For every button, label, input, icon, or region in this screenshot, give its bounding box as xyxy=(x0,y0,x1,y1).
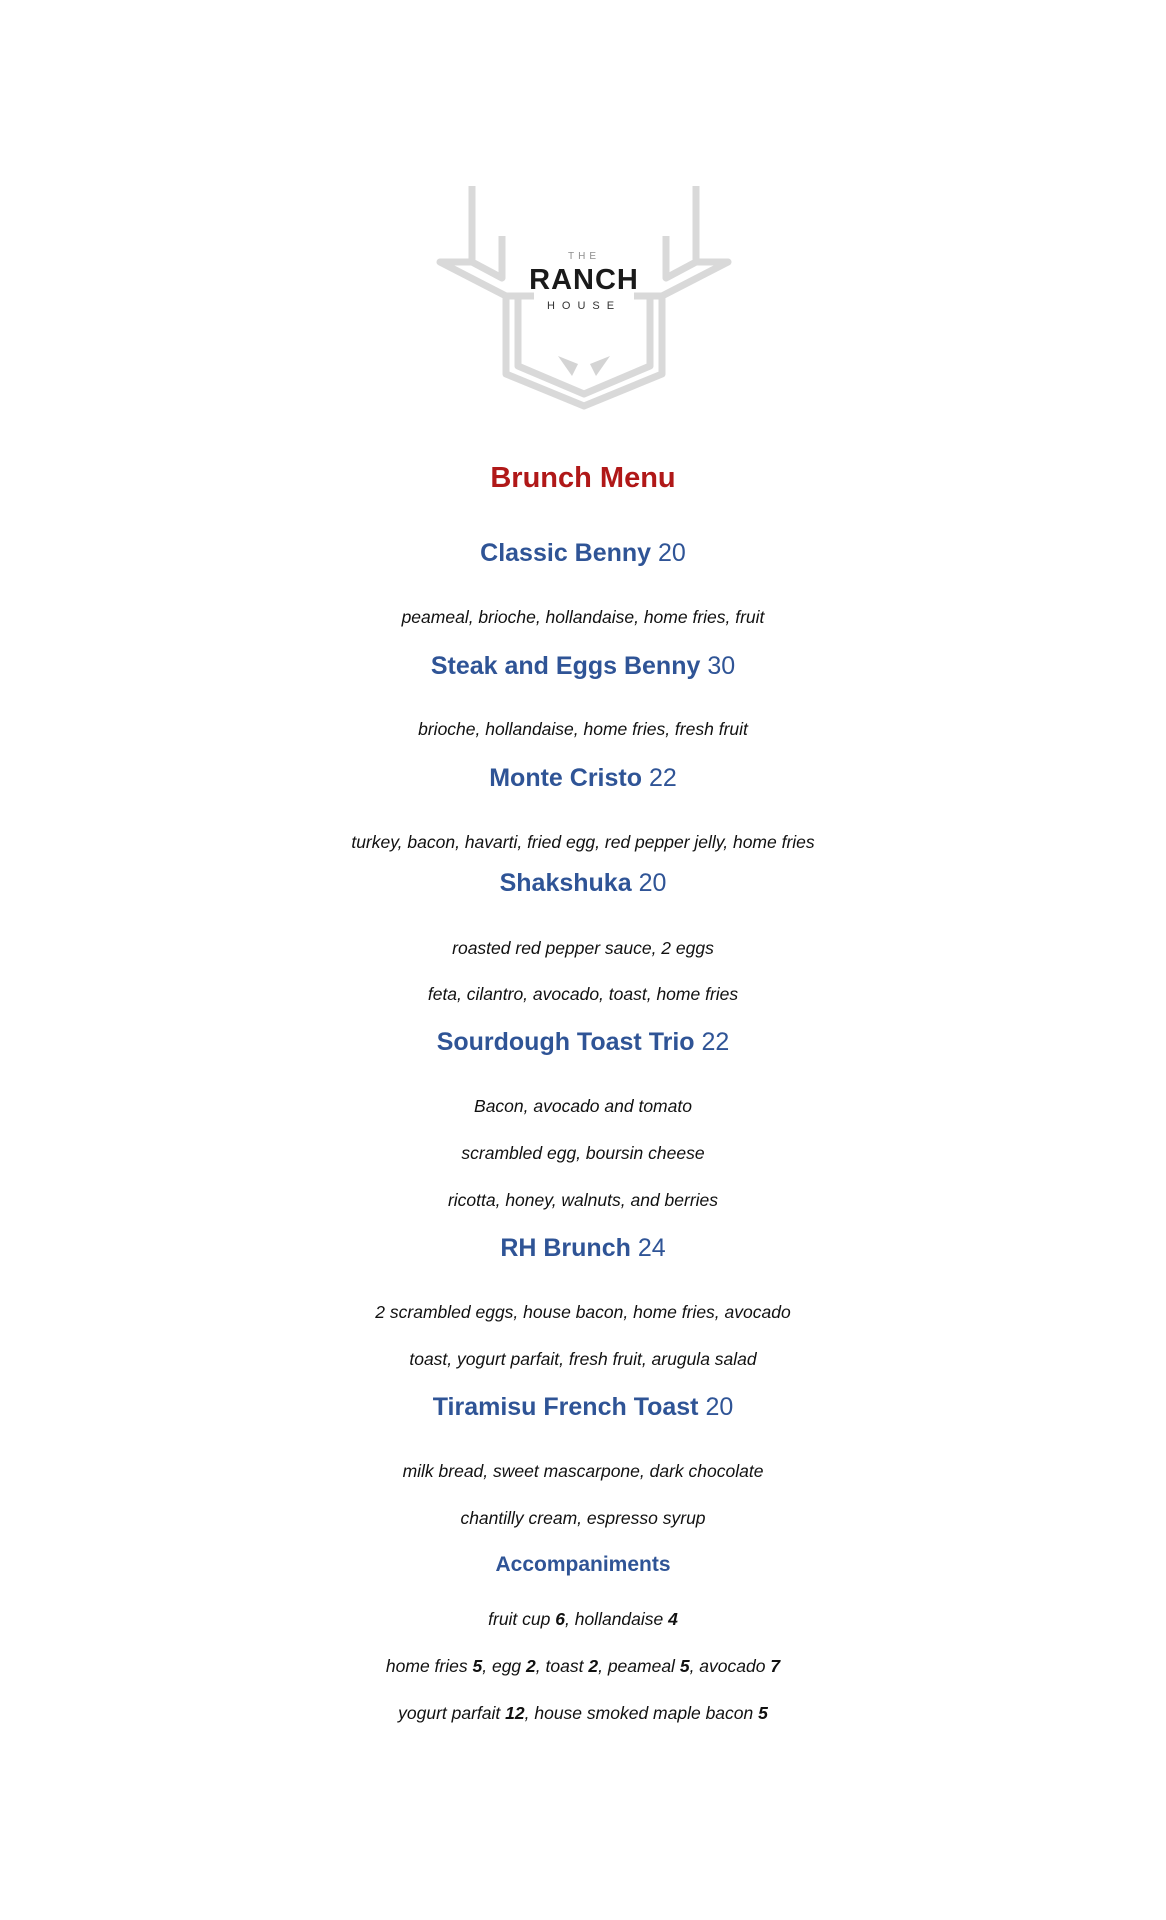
menu-item-price: 20 xyxy=(705,1393,734,1421)
menu-item-heading xyxy=(0,869,1166,898)
menu-item-price: 30 xyxy=(707,652,736,680)
accompaniment-price: 6 xyxy=(555,1609,565,1629)
accompaniment-name: egg xyxy=(491,1656,522,1676)
accompaniment-name: yogurt parfait xyxy=(398,1703,501,1723)
menu-item-heading xyxy=(0,539,1166,568)
menu-item-description: Bacon, avocado and tomato xyxy=(474,1096,692,1116)
accompaniment-name: avocado xyxy=(699,1656,766,1676)
menu-item-heading xyxy=(0,1393,1166,1422)
menu-item-description: milk bread, sweet mascarpone, dark chocolate xyxy=(402,1461,764,1481)
menu-item-price: 24 xyxy=(637,1234,666,1262)
menu-item-name: Tiramisu French Toast xyxy=(432,1393,699,1421)
accompaniment-price: 5 xyxy=(472,1656,483,1676)
accompaniment-name: toast xyxy=(545,1656,584,1676)
accompaniment-price: 2 xyxy=(588,1656,599,1676)
accompaniment-price: 5 xyxy=(758,1703,768,1723)
menu-item-heading xyxy=(0,652,1166,681)
logo-house-text: HOUSE xyxy=(546,300,622,312)
accompaniment-name: hollandaise xyxy=(574,1609,664,1629)
menu-item-description: chantilly cream, espresso syrup xyxy=(460,1508,706,1528)
menu-item-price: 20 xyxy=(638,869,667,897)
menu-item-description: feta, cilantro, avocado, toast, home fries xyxy=(427,984,739,1004)
menu-item-heading xyxy=(0,764,1166,793)
menu-item-description: roasted red pepper sauce, 2 eggs xyxy=(452,938,714,958)
menu-item-description: ricotta, honey, walnuts, and berries xyxy=(447,1190,719,1210)
accompaniment-price: 12 xyxy=(505,1703,525,1723)
menu-item-heading xyxy=(0,1028,1166,1057)
menu-title: Brunch Menu xyxy=(490,462,676,494)
menu-item-description: 2 scrambled eggs, house bacon, home fries, avocado xyxy=(375,1302,791,1322)
menu-item-name: RH Brunch xyxy=(500,1234,631,1262)
accompaniments-line: yogurt parfait 12, house smoked maple bacon 5 xyxy=(398,1703,768,1723)
menu-item-description: turkey, bacon, havarti, fried egg, red pepper jelly, home fries xyxy=(351,832,815,852)
accompaniments-line: fruit cup 6, hollandaise 4 xyxy=(488,1609,678,1629)
menu-item-description: peameal, brioche, hollandaise, home fries, fruit xyxy=(401,607,765,627)
accompaniment-name: fruit cup xyxy=(488,1609,551,1629)
accompaniments-line: home fries 5, egg 2, toast 2, peameal 5, avocado 7 xyxy=(385,1656,781,1676)
menu-item-name: Shakshuka xyxy=(499,869,632,897)
accompaniment-price: 5 xyxy=(679,1656,690,1676)
accompaniment-name: home fries xyxy=(385,1656,468,1676)
accompaniment-price: 4 xyxy=(668,1609,678,1629)
logo-the-text: THE xyxy=(568,251,600,262)
menu-item-name: Steak and Eggs Benny xyxy=(430,652,701,680)
accompaniment-price: 2 xyxy=(526,1656,536,1676)
menu-item-price: 20 xyxy=(658,539,686,567)
menu-item-name: Classic Benny xyxy=(480,539,652,567)
menu-item-name: Sourdough Toast Trio xyxy=(436,1028,695,1056)
menu-item-name: Monte Cristo xyxy=(489,764,642,792)
menu-item-heading xyxy=(0,1234,1166,1263)
logo-ranch-text: RANCH xyxy=(529,264,639,296)
accompaniment-price: 7 xyxy=(770,1656,781,1676)
menu-item-description: scrambled egg, boursin cheese xyxy=(461,1143,705,1163)
accompaniment-name: house smoked maple bacon xyxy=(534,1703,754,1723)
accompaniment-name: peameal xyxy=(607,1656,675,1676)
menu-item-description: toast, yogurt parfait, fresh fruit, arugula salad xyxy=(409,1349,757,1369)
menu-item-description: brioche, hollandaise, home fries, fresh fruit xyxy=(418,719,748,739)
ranch-house-logo xyxy=(434,178,734,410)
menu-item-price: 22 xyxy=(648,764,677,792)
accompaniments-heading: Accompaniments xyxy=(495,1553,671,1576)
menu-item-price: 22 xyxy=(701,1028,730,1056)
